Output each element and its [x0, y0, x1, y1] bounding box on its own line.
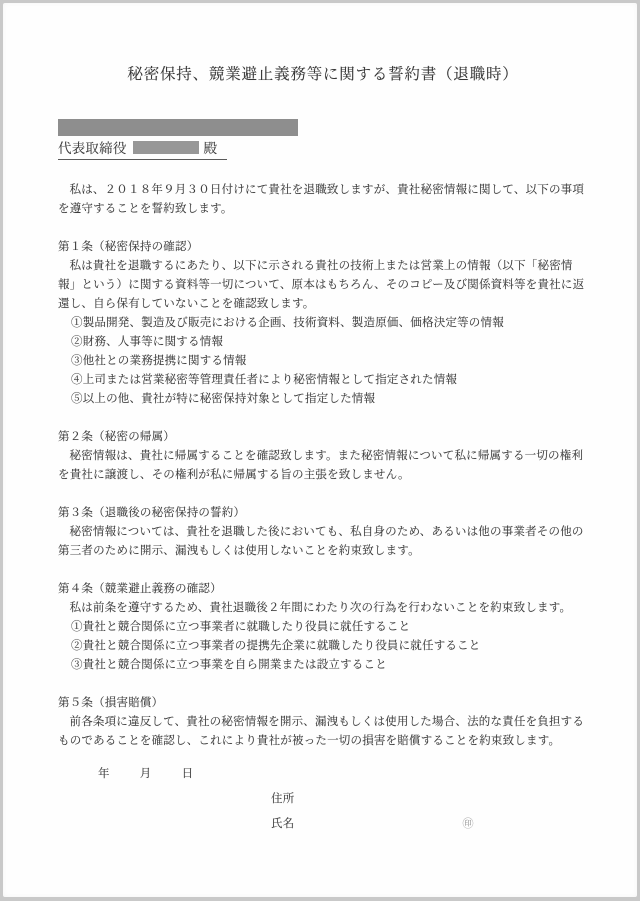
year-label: 年	[98, 768, 110, 780]
page-title: 秘密保持、競業避止義務等に関する誓約書（退職時）	[127, 66, 519, 83]
signature-block	[58, 765, 588, 834]
name-line	[271, 815, 588, 834]
month-label: 月	[139, 768, 152, 780]
name-label: 氏名	[271, 818, 295, 830]
redacted-recipient-name	[133, 141, 199, 154]
article-1-heading: 第１条（秘密保持の確認）	[58, 241, 199, 253]
intro-paragraph: 私は、２０１８年９月３０日付けにて貴社を退職致しますが、貴社秘密情報に関して、以下の事項を遵守することを誓約致します。	[58, 184, 585, 215]
article-1-item: ②財務、人事等に関する情報	[71, 336, 224, 348]
document-content	[58, 65, 588, 834]
article-1-item: ③他社との業務提携に関する情報	[71, 355, 247, 367]
article-4-item: ②貴社と競合関係に立つ事業者の提携先企業に就職したり役員に就任すること	[71, 640, 481, 652]
article-4-body: 私は前条を遵守するため、貴社退職後２年間にわたり次の行為を行わないことを約束致します。	[69, 602, 572, 614]
article-5-body: 前各条項に違反して、貴社の秘密情報を開示、漏洩もしくは使用した場合、法的な責任を負担するものであることを確認し、これにより貴社が被った一切の損害を賠償することを約束致します。	[58, 716, 585, 747]
article-2-body: 秘密情報は、貴社に帰属することを確認致します。また秘密情報について私に帰属する一切の権利を貴社に譲渡し、その権利が私に帰属する旨の主張を致しません。	[58, 450, 584, 481]
article-4	[58, 580, 588, 675]
article-4-item: ③貴社と競合関係に立つ事業を自ら開業または設立すること	[71, 659, 387, 671]
article-2-heading: 第２条（秘密の帰属）	[58, 431, 175, 443]
article-1-items	[58, 314, 588, 409]
recipient-role: 代表取締役	[58, 141, 127, 156]
article-5-heading: 第５条（損害賠償）	[58, 697, 164, 709]
article-1-item: ④上司または営業秘密等管理責任者により秘密情報として指定された情報	[71, 374, 458, 386]
article-1-body: 私は貴社を退職するにあたり、以下に示される貴社の技術上または営業上の情報（以下「秘密情報」という）に関する資料等一切について、原本はもちろん、そのコピー及び関係資料等を貴社に返還し、自ら保有していないことを確認致します。	[58, 260, 585, 310]
article-5	[58, 694, 588, 751]
address-line	[271, 790, 588, 809]
signature-date-line	[98, 765, 588, 784]
article-1-item: ⑤以上の他、貴社が特に秘密保持対象として指定した情報	[71, 393, 376, 405]
article-1-item: ①製品開発、製造及び販売における企画、技術資料、製造原価、価格決定等の情報	[71, 317, 504, 329]
article-3	[58, 504, 588, 561]
recipient-honorific: 殿	[203, 141, 218, 156]
redacted-company-name	[58, 119, 298, 136]
article-2	[58, 428, 588, 485]
article-3-body: 秘密情報については、貴社を退職した後においても、私自身のため、あるいは他の事業者その他の第三者のために開示、漏洩もしくは使用しないことを約束致します。	[58, 526, 584, 557]
article-4-item: ①貴社と競合関係に立つ事業者に就職したり役員に就任すること	[71, 621, 411, 633]
seal-mark-icon: ㊞	[462, 818, 474, 830]
article-4-heading: 第４条（競業避止義務の確認）	[58, 583, 222, 595]
recipient-line	[58, 140, 227, 160]
address-label: 住所	[271, 793, 295, 805]
article-3-heading: 第３条（退職後の秘密保持の誓約）	[58, 507, 246, 519]
article-4-items	[58, 618, 588, 675]
document-page	[3, 3, 637, 897]
day-label: 日	[181, 768, 194, 780]
article-1	[58, 238, 588, 409]
